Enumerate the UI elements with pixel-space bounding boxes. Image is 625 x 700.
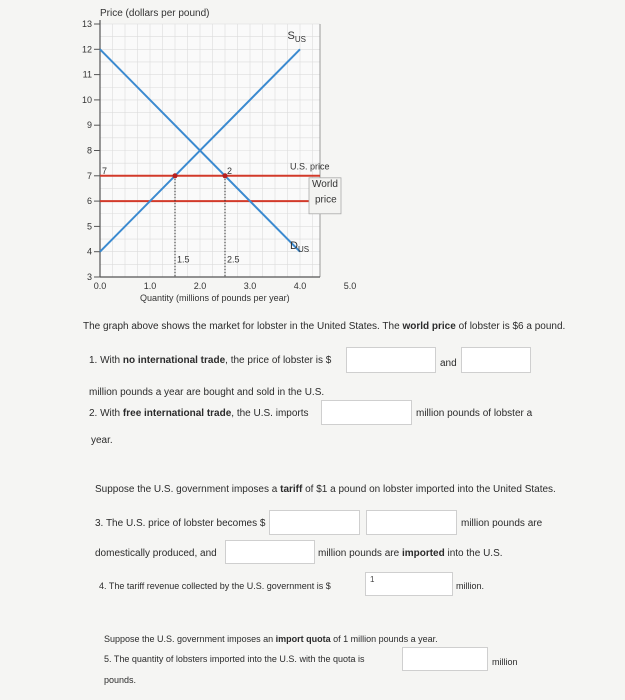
x-tick-label: 2.0 <box>193 281 207 291</box>
y-tick-label: 13 <box>81 19 92 29</box>
world-price-label-line1: World <box>312 179 338 191</box>
q3-text: 3. The U.S. price of lobster becomes $ <box>95 518 266 529</box>
q3-mid-text: million pounds are <box>461 518 543 529</box>
q3-price-input[interactable] <box>269 510 360 535</box>
q2-year-text: year. <box>91 435 113 446</box>
q5-post-text: million <box>492 657 518 667</box>
q4-text: 4. The tariff revenue collected by the U.S. government is $ <box>99 581 331 591</box>
q1-post-text: million pounds a year are bought and sold in the U.S. <box>89 387 325 398</box>
demand-curve-label: $D_{US}$ <box>290 240 310 255</box>
q1-text: 1. With no international trade, the price of lobster is $ <box>89 355 332 366</box>
q2-imports-input[interactable] <box>321 400 412 425</box>
x-tick-label: 0.0 <box>93 281 107 291</box>
q5-quota-input[interactable] <box>402 647 488 671</box>
q2-text: 2. With free international trade, the U.S. imports <box>89 408 309 419</box>
marker-label: 2.5 <box>227 254 240 265</box>
supply-curve-label: $S_{US}$ <box>287 30 306 45</box>
tariff-intro-text: Suppose the U.S. government imposes a tariff of $1 a pound on lobster imported into the United States. <box>95 484 556 495</box>
x-axis-title: Quantity (millions of pounds per year) <box>140 293 290 303</box>
q1-and-label: and <box>440 358 457 369</box>
y-tick-label: 7 <box>86 170 92 181</box>
q1-quantity-input[interactable] <box>461 347 531 373</box>
marker-label: 1.5 <box>177 254 190 265</box>
y-tick-label: 5 <box>86 221 92 232</box>
y-tick-label: 3 <box>86 272 92 282</box>
y-tick-label: 4 <box>86 246 92 257</box>
y-axis-title: Price (dollars per pound) <box>100 8 210 19</box>
y-tick-label: 6 <box>86 196 92 207</box>
q4-revenue-value: 1 <box>370 575 375 584</box>
x-tick-label: 5.0 <box>343 281 357 291</box>
q3-domestic-input[interactable] <box>366 510 457 535</box>
q5-pounds-text: pounds. <box>104 675 137 685</box>
q3-line2-post-text: million pounds are imported into the U.S. <box>318 548 503 559</box>
world-price-label-line2: price <box>315 194 337 206</box>
marker-label: 2 <box>227 165 233 176</box>
lobster-market-chart <box>0 0 625 310</box>
us-price-label: U.S. price <box>290 161 330 172</box>
x-tick-label: 4.0 <box>293 281 307 291</box>
intro-text: The graph above shows the market for lobster in the United States. The world price of lobster is $6 a pound. <box>83 321 566 332</box>
marker-label: 7 <box>102 165 108 176</box>
quota-intro-text: Suppose the U.S. government imposes an import quota of 1 million pounds a year. <box>104 634 438 644</box>
q4-revenue-input[interactable] <box>365 572 453 596</box>
q4-post-text: million. <box>456 581 485 591</box>
y-tick-label: 10 <box>81 94 92 105</box>
q3-line2-text: domestically produced, and <box>95 548 217 559</box>
intersection-point <box>173 173 178 178</box>
y-tick-label: 8 <box>86 145 92 156</box>
q5-text: 5. The quantity of lobsters imported into the U.S. with the quota is <box>104 654 365 664</box>
y-tick-label: 12 <box>81 44 92 55</box>
q3-imported-input[interactable] <box>225 540 315 564</box>
q1-price-input[interactable] <box>346 347 436 373</box>
q2-post-text: million pounds of lobster a <box>416 408 533 419</box>
x-tick-label: 3.0 <box>243 281 257 291</box>
y-tick-label: 11 <box>82 69 92 80</box>
y-tick-label: 9 <box>86 120 92 131</box>
x-tick-label: 1.0 <box>143 281 157 291</box>
